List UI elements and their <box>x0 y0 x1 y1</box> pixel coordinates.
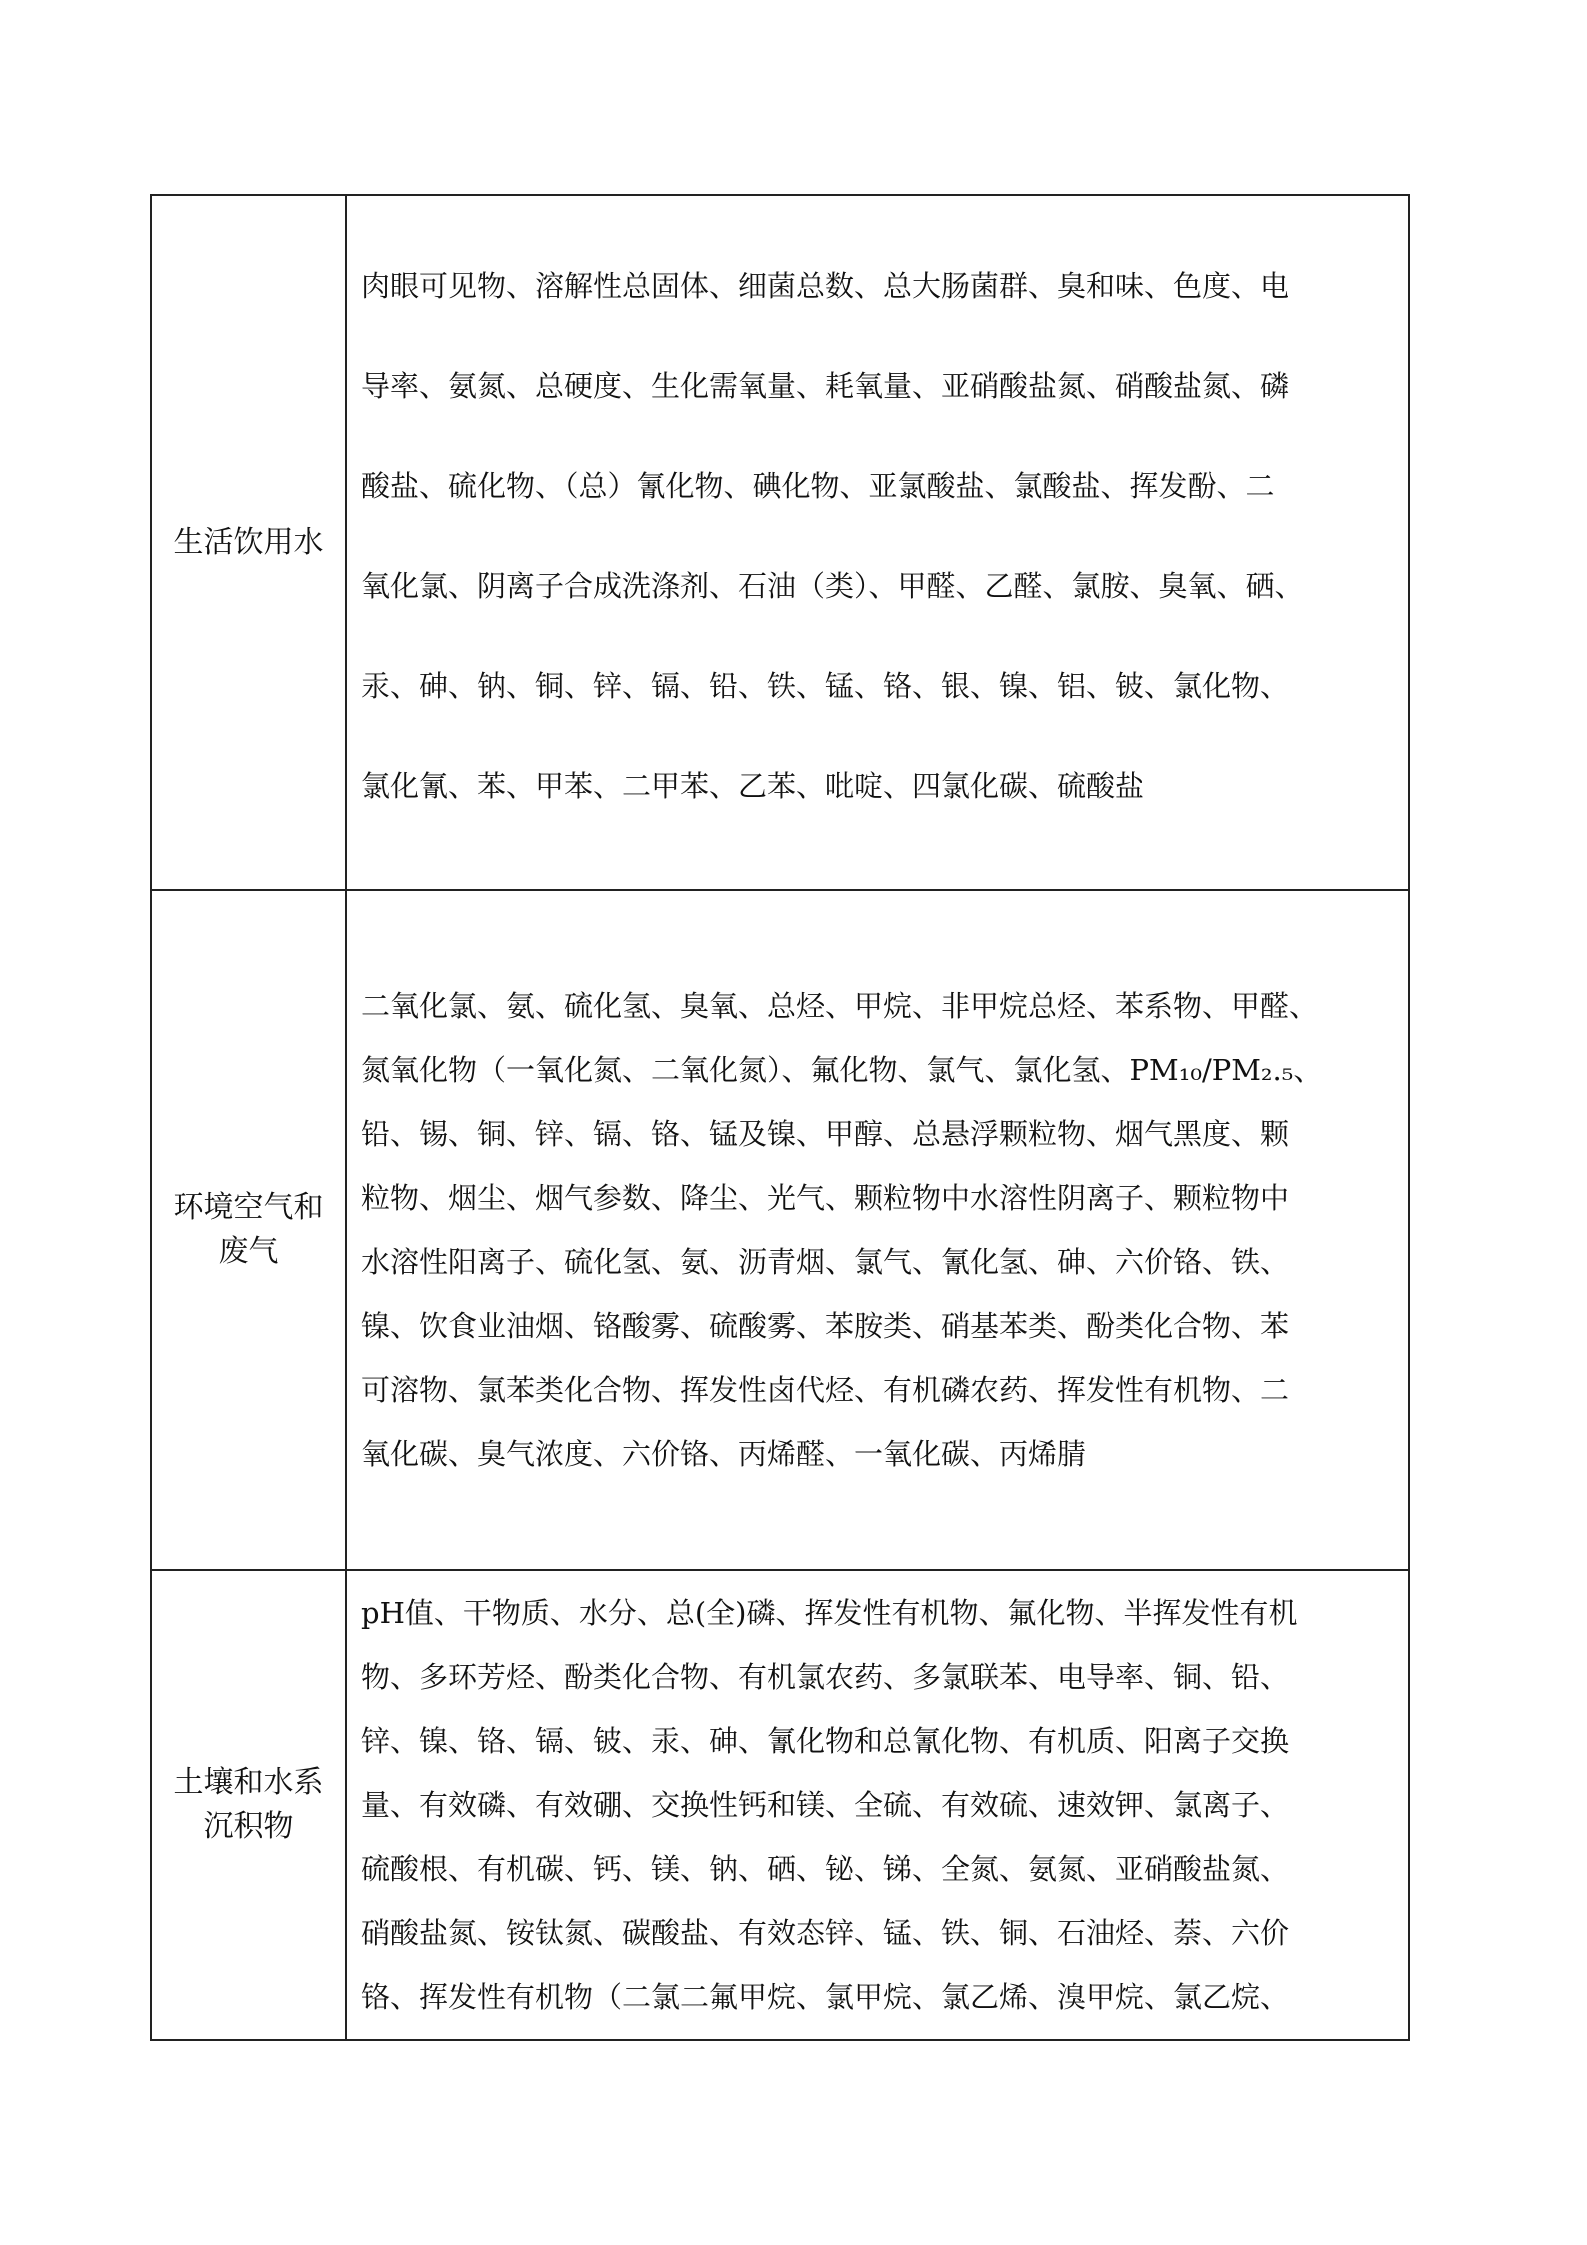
item-line: 氧化碳、臭气浓度、六价铬、丙烯醛、一氧化碳、丙烯腈 <box>361 1437 1087 1471</box>
items-cell <box>346 1570 1409 2040</box>
item-line: 硝酸盐氮、铵钛氮、碳酸盐、有效态锌、锰、铁、铜、石油烃、萘、六价 <box>361 1916 1290 1950</box>
items-cell <box>346 195 1409 890</box>
item-line: 氧化氯、阴离子合成洗涤剂、石油（类）、甲醛、乙醛、氯胺、臭氧、硒、 <box>361 569 1304 603</box>
table-row-soil-and-sediment <box>151 1570 1409 2040</box>
item-line: 汞、砷、钠、铜、锌、镉、铅、铁、锰、铬、银、镍、铝、铍、氯化物、 <box>361 669 1290 703</box>
table-row-drinking-water <box>151 195 1409 890</box>
item-line: 水溶性阳离子、硫化氢、氨、沥青烟、氯气、氰化氢、砷、六价铬、铁、 <box>361 1245 1290 1279</box>
item-line: 铬、挥发性有机物（二氯二氟甲烷、氯甲烷、氯乙烯、溴甲烷、氯乙烷、 <box>361 1980 1290 2014</box>
category-cell <box>151 1570 346 2040</box>
item-line: 可溶物、氯苯类化合物、挥发性卤代烃、有机磷农药、挥发性有机物、二 <box>361 1373 1290 1407</box>
items-table <box>150 194 1410 2041</box>
item-line: 硫酸根、有机碳、钙、镁、钠、硒、铋、锑、全氮、氨氮、亚硝酸盐氮、 <box>361 1852 1290 1886</box>
item-line: 氮氧化物（一氧化氮、二氧化氮）、氟化物、氯气、氯化氢、PM₁₀/PM₂.₅、 <box>361 1053 1323 1087</box>
item-line: 量、有效磷、有效硼、交换性钙和镁、全硫、有效硫、速效钾、氯离子、 <box>361 1788 1290 1822</box>
item-line: pH值、干物质、水分、总(全)磷、挥发性有机物、氟化物、半挥发性有机 <box>361 1596 1298 1630</box>
item-line: 二氧化氯、氨、硫化氢、臭氧、总烃、甲烷、非甲烷总烃、苯系物、甲醛、 <box>361 989 1319 1023</box>
item-line: 物、多环芳烃、酚类化合物、有机氯农药、多氯联苯、电导率、铜、铅、 <box>361 1660 1290 1694</box>
category-label: 环境空气和 <box>173 1190 324 1225</box>
item-line: 镍、饮食业油烟、铬酸雾、硫酸雾、苯胺类、硝基苯类、酚类化合物、苯 <box>361 1309 1290 1343</box>
item-line: 酸盐、硫化物、（总）氰化物、碘化物、亚氯酸盐、氯酸盐、挥发酚、二 <box>361 469 1275 503</box>
category-label: 废气 <box>218 1234 279 1269</box>
item-line: 粒物、烟尘、烟气参数、降尘、光气、颗粒物中水溶性阴离子、颗粒物中 <box>361 1181 1290 1215</box>
item-line: 铅、锡、铜、锌、镉、铬、锰及镍、甲醇、总悬浮颗粒物、烟气黑度、颗 <box>361 1117 1290 1151</box>
table-row-air-and-exhaust <box>151 890 1409 1570</box>
item-line: 氯化氰、苯、甲苯、二甲苯、乙苯、吡啶、四氯化碳、硫酸盐 <box>361 769 1145 803</box>
category-label: 土壤和水系 <box>173 1765 324 1800</box>
item-line: 导率、氨氮、总硬度、生化需氧量、耗氧量、亚硝酸盐氮、硝酸盐氮、磷 <box>361 369 1290 403</box>
category-cell <box>151 195 346 890</box>
category-label: 沉积物 <box>203 1809 294 1844</box>
item-line: 锌、镍、铬、镉、铍、汞、砷、氰化物和总氰化物、有机质、阳离子交换 <box>361 1724 1290 1758</box>
items-cell <box>346 890 1409 1570</box>
category-cell <box>151 890 346 1570</box>
category-label: 生活饮用水 <box>173 524 324 560</box>
item-line: 肉眼可见物、溶解性总固体、细菌总数、总大肠菌群、臭和味、色度、电 <box>361 269 1290 303</box>
